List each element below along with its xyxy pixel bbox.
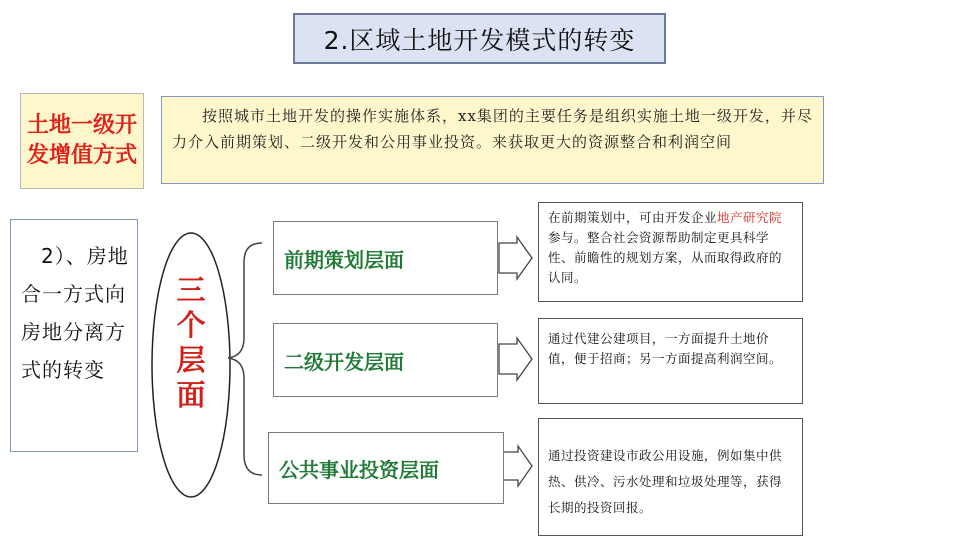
grouping-brace <box>228 243 262 475</box>
desc-planning-a: 在前期策划中，可由开发企业 <box>548 210 718 225</box>
desc-planning-highlight: 地产研究院 <box>717 210 783 225</box>
arrow-1 <box>499 237 532 279</box>
desc-planning-b: 参与。整合社会资源帮助制定更具科学性、前瞻性的规划方案，从而取得政府的认同。 <box>548 230 783 285</box>
arrow-2 <box>499 338 532 380</box>
section1-text: 按照城市土地开发的操作实施体系，xx集团的主要任务是组织实施土地一级开发，并尽力介入前期策划、二级开发和公用事业投资。来获取更大的资源整合和利润空间 <box>161 96 824 184</box>
layer-public-investment: 公共事业投资层面 <box>268 432 504 504</box>
layer-planning: 前期策划层面 <box>273 221 498 295</box>
three-layers-label: 三个层面 <box>176 273 206 412</box>
desc-secondary-dev: 通过代建公建项目，一方面提升土地价值，便于招商；另一方面提高利润空间。 <box>538 318 803 404</box>
section2-label: 2）、房地合一方式向房地分离方式的转变 <box>10 219 138 452</box>
layer-secondary-dev: 二级开发层面 <box>273 323 498 397</box>
page-title: 2.区域土地开发模式的转变 <box>293 13 666 64</box>
section1-label: 土地一级开发增值方式 <box>20 93 144 189</box>
desc-public-investment: 通过投资建设市政公用设施，例如集中供热、供冷、污水处理和垃圾处理等，获得长期的投资回报。 <box>538 418 803 536</box>
desc-planning <box>538 202 803 302</box>
arrow-3 <box>502 446 532 486</box>
